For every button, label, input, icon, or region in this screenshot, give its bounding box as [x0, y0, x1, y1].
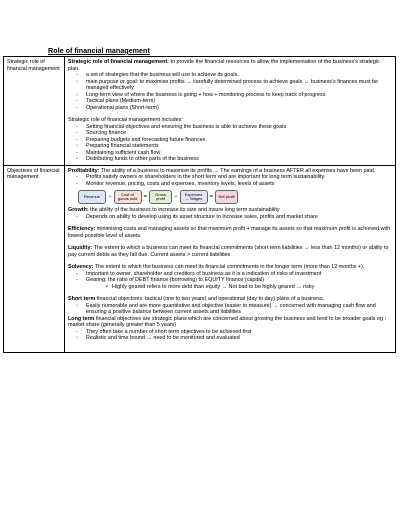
table-row — [4, 57, 396, 166]
list-item: - Tactical plans (Medium-term) — [86, 98, 392, 105]
bullet-list — [68, 271, 392, 291]
list-item: - a set of strategies that the business will use to achieve its goals. — [86, 72, 392, 79]
paragraph — [68, 316, 392, 329]
bullet-list — [68, 303, 392, 316]
definition: The extent to which the business can meet its financial commitments in the longer term (more than 12 months +). — [93, 264, 365, 270]
term: Long term — [68, 315, 95, 322]
list-item: - Monitor revenue, pricing, costs and expenses, inventory levels, levels of assets — [86, 181, 392, 188]
row-content — [65, 57, 396, 166]
list-item: - They often take a number of short term objectives to be achieved first — [86, 329, 392, 336]
definition: The ability of a business to maximise its profits → The earnings of a business AFTER all expenses have been paid. — [99, 167, 376, 174]
notes-table — [3, 56, 396, 353]
term: Liquidity: — [68, 245, 93, 251]
list-item: - Distributing funds to other parts of the business — [86, 156, 392, 163]
paragraph — [68, 245, 392, 258]
paragraph — [68, 226, 392, 239]
flow-box-cogs: Cost of goods sold — [114, 190, 142, 204]
list-item: - Profits satisfy owners or shareholders in the short term and are important for long term sustainability. — [86, 174, 392, 181]
list-item: - Sourcing finance — [86, 130, 392, 137]
flow-operator: = — [143, 193, 148, 200]
bullet-list — [68, 174, 392, 187]
flow-box-gross-profit: Gross profit — [149, 190, 172, 204]
page-title: Role of financial management — [48, 46, 150, 55]
profit-flow-diagram — [78, 189, 392, 205]
definition: financial objectives are strategic plans which are concerned about growing the business and tend to be broader goals eg ↑ market share (generally greater than 5 years) — [68, 315, 388, 328]
bullet-list — [68, 329, 392, 342]
list-item: - Maintaining sufficient cash flow — [86, 150, 392, 157]
term: Growth: — [68, 207, 89, 213]
definition: financial objectives: tactical (one to two years) and operational (day to day) plans of a business. — [95, 296, 325, 302]
list-item: - Preparing financial statements — [86, 143, 392, 150]
list-item: - Long-term view of where the business is going + how + monitoring process to keep track of progress — [86, 92, 392, 99]
sub-bullet-list — [86, 284, 392, 291]
bullet-list — [68, 214, 392, 221]
list-item: - Realistic and time bound → need to be monitored and evaluated — [86, 335, 392, 342]
row-label: Strategic role of financial management — [4, 57, 65, 166]
definition: The extent to which a business can meet its financial commitments (short term liabilities → less than 12 months) or ability to pay current debts as they fall due. Current assets > current liabilities — [68, 245, 389, 258]
term: Strategic role of financial management: — [68, 59, 169, 65]
flow-box-expenses: Expenses → Wages — [180, 190, 208, 204]
flow-box-net-profit: Net profit — [215, 190, 238, 204]
row-label: Objectives of financial management — [4, 165, 65, 352]
definition: the ability of the business to increase its size and insure long term sustainability — [88, 207, 280, 213]
definition: minimising costs and managing assets so that maximum profit + manage its assets so that maximum profit is achieved with lowest possible level of assets — [68, 226, 391, 239]
list-item-text: Gearing: the ratio of DEBT finance (borrowing) to EQUITY finance (capital) — [86, 277, 265, 283]
list-item: - Depends on ability to develop using its asset structure to increase sales, profits and market share — [86, 214, 392, 221]
term: Short term — [68, 296, 96, 302]
paragraph — [68, 59, 392, 72]
flow-operator: − — [174, 193, 178, 200]
list-item: - main purpose or goal: to maximise profits → carefully determined process to achieve goals → business's finances must be managed effectively — [86, 79, 392, 92]
bullet-list — [68, 72, 392, 111]
term: Efficiency: — [68, 226, 96, 232]
list-item: - Easily numerable and are more quantitative and objective (easier to measure) → concerned with managing cash flow and ensuring a positive balance between current assets and liabilities — [86, 303, 392, 316]
flow-box-revenue: Revenue — [78, 190, 106, 204]
paragraph: Strategic role of financial management includes: — [68, 117, 183, 123]
list-item: - Important to owner, shareholder and creditors of business as it is a indication of risks of investment — [86, 271, 392, 278]
bullet-list — [68, 124, 392, 163]
term: Profitability: — [68, 167, 100, 174]
definition: to provide the financial resources to allow the implementation of the business's strategic plan. — [68, 59, 380, 72]
list-item — [86, 277, 392, 290]
term: Solvency: — [68, 264, 94, 270]
table-row — [4, 165, 396, 352]
row-content — [65, 165, 396, 352]
list-item: - Setting financial objectives and ensuring the business is able to achieve these goals — [86, 124, 392, 131]
flow-operator: = — [209, 193, 214, 200]
list-item: - Operational plans (Short-term) — [86, 105, 392, 112]
sub-list-item: • Highly geared refers to more debt than equity → Not bad to be highly geared → risky — [112, 284, 392, 291]
list-item: - Preparing budgets and forecasting future finances — [86, 137, 392, 144]
flow-operator: − — [108, 193, 112, 200]
